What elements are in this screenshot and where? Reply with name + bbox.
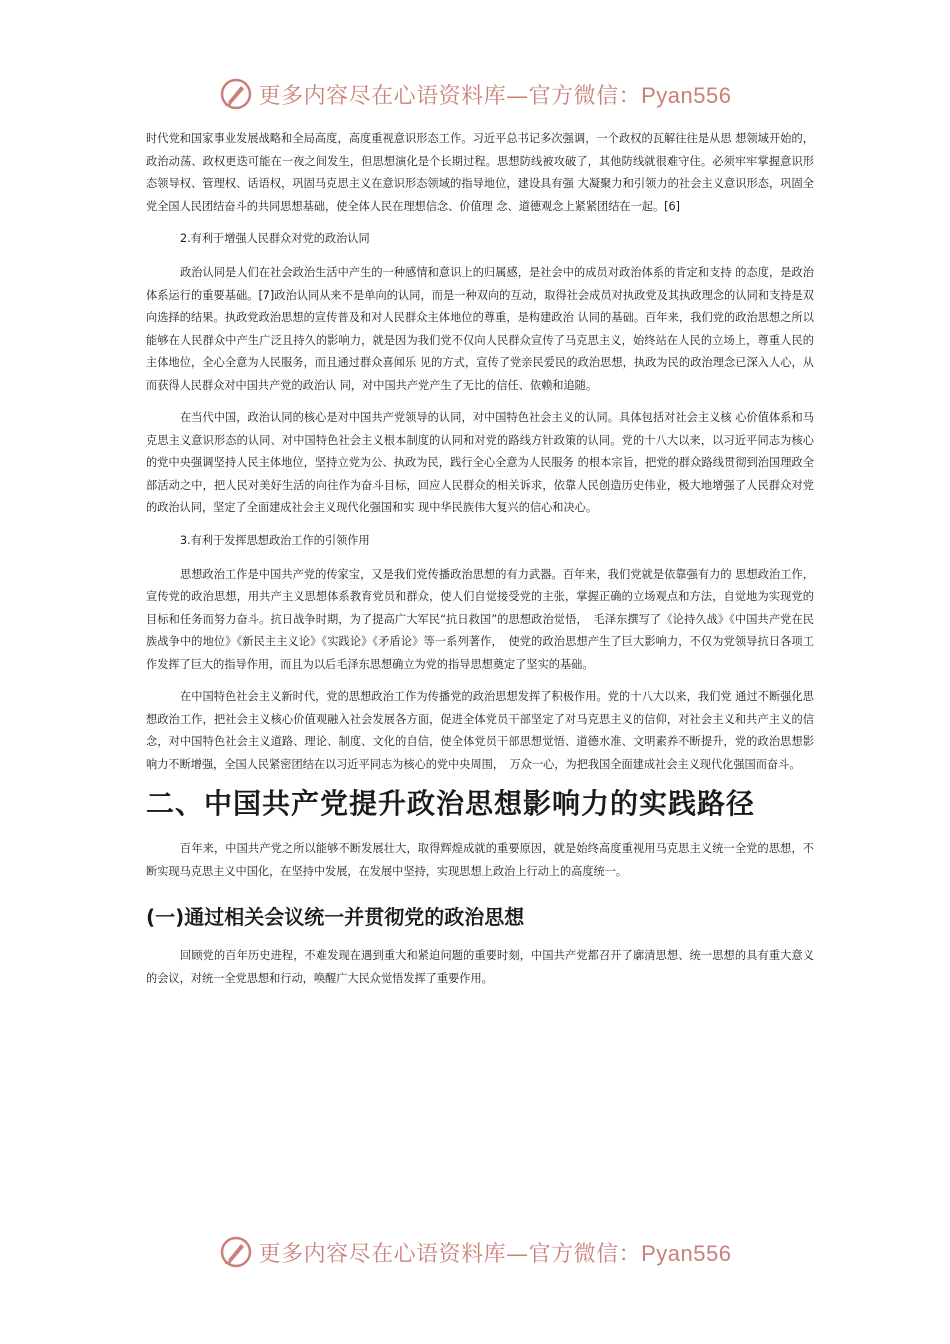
header-watermark-banner bbox=[0, 74, 950, 114]
paragraph-political-identity-2: 在当代中国，政治认同的核心是对中国共产党领导的认同，对中国特色社会主义的认同。具体包括对社会主义核 心价值体系和马克思主义意识形态的认同、对中国特色社会主义根本制度的认同和对党的路线方针政策的认同。党的十八大以来，以习近平同志为核心的党中央强调坚持人民主体地位，坚持立党为公、执政为民，践行全心全意为人民服务 的根本宗旨，把党的群众路线贯彻到治国理政全部活动之中，把人民对美好生活的向往作为奋斗目标，回应人民群众的相关诉求，依靠人民创造历史伟业，极大地增强了人民群众对党的政治认同，坚定了全面建成社会主义现代化强国和实 现中华民族伟大复兴的信心和决心。 bbox=[146, 411, 814, 514]
subsection-heading: (一)通过相关会议统一并贯彻党的政治思想 bbox=[146, 905, 525, 929]
wechat-id: Pyan556 bbox=[641, 1240, 732, 1266]
subheading-ideological-work: 3.有利于发挥思想政治工作的引领作用 bbox=[180, 533, 370, 547]
paragraph-ideological-work-1: 思想政治工作是中国共产党的传家宝，又是我们党传播政治思想的有力武器。百年来，我们党就是依靠强有力的 思想政治工作，宣传党的政治思想，用共产主义思想体系教育党员和群众，使人们自觉接受党的主张，掌握正确的立场观点和方法，自觉地为实现党的目标和任务而努力奋斗。抗日战争时期，为了提高广大军民“抗日救国”的思想政治觉悟， 毛泽东撰写了《论持久战》《中国共产党在民族战争中的地位》《新民主主义论》《实践论》《矛盾论》等一系列著作， 使党的政治思想产生了巨大影响力，不仅为党领导抗日各项工作发挥了巨大的指导作用，而且为以后毛泽东思想确立为党的指导思想奠定了坚实的基础。 bbox=[146, 567, 814, 671]
document-body bbox=[146, 128, 814, 1000]
watermark-label: 更多内容尽在心语资料库—官方微信： bbox=[258, 1241, 642, 1267]
paragraph-ideology: 时代党和国家事业发展战略和全局高度，高度重视意识形态工作。习近平总书记多次强调，一个政权的瓦解往往是从思 想领域开始的，政治动荡、政权更迭可能在一夜之间发生，但思想演化是个长期过程。思想防线被攻破了，其他防线就很难守住。必须牢牢掌握意识形态领导权、管理权、话语权，巩固马克思主义在意识形态领域的指导地位，建设具有强 大凝聚力和引领力的社会主义意识形态，巩固全党全国人民团结奋斗的共同思想基础，使全体人民在理想信念、价值理 念、道德观念上紧紧团结在一起。[6] bbox=[146, 132, 814, 213]
wechat-id: Pyan556 bbox=[641, 82, 732, 108]
subheading-political-identity: 2.有利于增强人民群众对党的政治认同 bbox=[180, 232, 370, 245]
section-heading: 二、中国共产党提升政治思想影响力的实践路径 bbox=[146, 787, 756, 820]
paragraph-ideological-work-2: 在中国特色社会主义新时代，党的思想政治工作为传播党的政治思想发挥了积极作用。党的十八大以来，我们党 通过不断强化思想政治工作，把社会主义核心价值观融入社会发展各方面，促进全体党员干部坚定了对马克思主义的信仰，对社会主义和共产主义的信念，对中国特色社会主义道路、理论、制度、文化的自信，使全体党员干部思想觉悟、道德水准、文明素养不断提升，党的政治思想影响力不断增强，全国人民紧密团结在以习近平同志为核心的党中央周围， 万众一心，为把我国全面建成社会主义现代化强国而奋斗。 bbox=[146, 690, 814, 771]
paragraph-political-identity-1: 政治认同是人们在社会政治生活中产生的一种感情和意识上的归属感，是社会中的成员对政治体系的肯定和支持 的态度，是政治体系运行的重要基础。[7]政治认同从来不是单向的认同，而是一种双向的互动，取得社会成员对执政党及其执政理念的认同和支持是双向选择的结果。执政党政治思想的宣传普及和对人民群众主体地位的尊重，是构建政治 认同的基础。百年来，我们党的政治思想之所以能够在人民群众中产生广泛且持久的影响力，就是因为我们党不仅向人民群众宣传了马克思主义，始终站在人民的立场上，尊重人民的主体地位，全心全意为人民服务，而且通过群众喜闻乐 见的方式，宣传了党亲民爱民的政治思想，执政为民的政治理念已深入人心，从而获得人民群众对中国共产党的政治认 同，对中国共产党产生了无比的信任、依赖和追随。 bbox=[146, 266, 814, 392]
watermark-text bbox=[259, 79, 732, 110]
quill-logo-icon bbox=[219, 77, 253, 111]
watermark-label: 更多内容尽在心语资料库—官方微信： bbox=[258, 83, 642, 109]
subsection-body: 回顾党的百年历史进程，不难发现在遇到重大和紧迫问题的重要时刻，中国共产党都召开了廓清思想、统一思想的具有重大意义的会议，对统一全党思想和行动，唤醒广大民众觉悟发挥了重要作用。 bbox=[146, 949, 814, 985]
watermark-text bbox=[259, 1237, 732, 1268]
section-intro: 百年来，中国共产党之所以能够不断发展壮大，取得辉煌成就的重要原因，就是始终高度重视用马克思主义统一全党的思想，不断实现马克思主义中国化，在坚持中发展，在发展中坚持，实现思想上政治上行动上的高度统一。 bbox=[146, 842, 814, 878]
footer-watermark-banner bbox=[0, 1232, 950, 1272]
quill-logo-icon bbox=[219, 1235, 253, 1269]
